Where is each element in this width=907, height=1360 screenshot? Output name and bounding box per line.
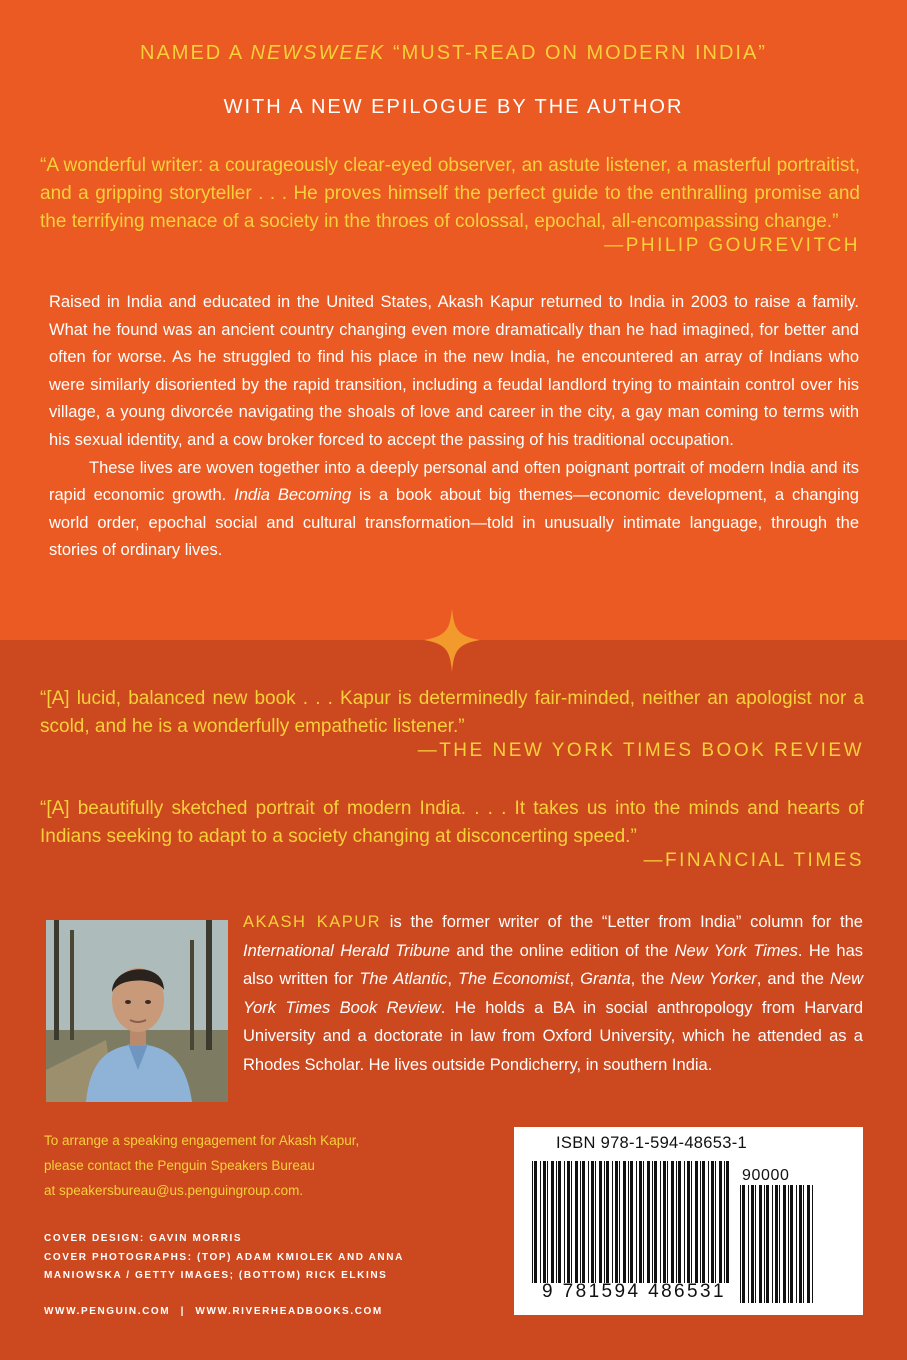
author-bio: AKASH KAPUR is the former writer of the “Letter from India” column for the International Herald Tribune and the online edition of the New York Times. He has also written for The Atlantic, The Economist, Granta, the New Yorker, and the New York Times Book Review. He holds a BA in social anthropology from Harvard University and a doctorate in law from Oxford University, which he attended as a Rhodes Scholar. He lives outside Pondicherry, in southern India. — [243, 913, 864, 1074]
barcode-bar — [599, 1161, 602, 1283]
barcode-bar — [775, 1185, 778, 1303]
description-paragraph-2: These lives are woven together into a deeply personal and often poignant portrait of modern India and its rapid economic growth. India Becoming is a book about big themes—economic development, a changing world order, epochal social and cultural transformation—told in unusually intimate language, through the stories of ordinary lives. — [49, 458, 859, 560]
barcode-bar — [660, 1161, 661, 1283]
barcode-bar — [588, 1161, 589, 1283]
barcode-bar — [790, 1185, 793, 1303]
separator: | — [180, 1306, 186, 1317]
barcode-bar — [615, 1161, 618, 1283]
barcode-bar — [700, 1161, 701, 1283]
penguin-link[interactable]: WWW.PENGUIN.COM — [44, 1306, 171, 1317]
barcode-bar — [628, 1161, 629, 1283]
quote-nyt: “[A] lucid, balanced new book . . . Kapur is determinedly fair-minded, neither an apologist nor a scold, and he is a wonderfully empathetic listener.” — [40, 688, 864, 737]
barcode-bar — [540, 1161, 541, 1283]
credit-line: MANIOWSKA / GETTY IMAGES; (BOTTOM) RICK ELKINS — [44, 1270, 388, 1281]
attribution-nyt: —THE NEW YORK TIMES BOOK REVIEW — [417, 740, 864, 761]
barcode-bar — [543, 1161, 546, 1283]
barcode-bar — [534, 1161, 537, 1283]
credit-line: COVER PHOTOGRAPHS: (TOP) ADAM KMIOLEK AND ANNA — [44, 1251, 404, 1263]
barcode-bar — [604, 1161, 605, 1283]
barcode-panel — [514, 1127, 863, 1315]
barcode-bar — [702, 1161, 705, 1283]
barcode-bar — [788, 1185, 789, 1303]
barcode-bar — [779, 1185, 780, 1303]
barcode-bar — [663, 1161, 666, 1283]
barcode-bar — [708, 1161, 709, 1283]
barcode-bar — [691, 1161, 692, 1283]
barcode-bar — [619, 1161, 620, 1283]
contact-email: at speakersbureau@us.penguingroup.com. — [44, 1183, 304, 1198]
barcode-bar — [684, 1161, 685, 1283]
contact-line: To arrange a speaking engagement for Akash Kapur, — [44, 1133, 360, 1148]
barcode-bar — [612, 1161, 613, 1283]
barcode-bar — [724, 1161, 725, 1283]
barcode-bar — [582, 1161, 585, 1283]
barcode-bar — [654, 1161, 657, 1283]
barcode-bar — [687, 1161, 690, 1283]
barcode-bar — [547, 1161, 548, 1283]
barcode-bar — [807, 1185, 810, 1303]
barcode-bar — [556, 1161, 557, 1283]
barcode-bar — [647, 1161, 650, 1283]
barcode-bar — [636, 1161, 637, 1283]
barcode-bar — [726, 1161, 729, 1283]
riverhead-link[interactable]: WWW.RIVERHEADBOOKS.COM — [195, 1306, 383, 1317]
barcode-bar — [671, 1161, 674, 1283]
author-photo — [46, 920, 228, 1102]
barcode-bar — [595, 1161, 596, 1283]
barcode-bar — [575, 1161, 578, 1283]
barcode-bar — [591, 1161, 594, 1283]
barcode-bar — [580, 1161, 581, 1283]
quote-gourevitch: “A wonderful writer: a courageously clear-eyed observer, an astute listener, a masterful portraitist, and a gripping storyteller . . . He proves himself the perfect guide to the enthralling promise and the terrifying menace of a society in the throes of colossal, epochal, all-encompassing change.” — [40, 155, 860, 232]
barcode-bar — [759, 1185, 762, 1303]
barcode-bar — [564, 1161, 565, 1283]
barcode-bar — [766, 1185, 769, 1303]
credit-line: COVER DESIGN: GAVIN MORRIS — [44, 1233, 243, 1244]
barcode-bar — [803, 1185, 804, 1303]
barcode-bar — [751, 1185, 754, 1303]
barcode-bar — [532, 1161, 533, 1283]
ean-digits: 9 781594 486531 — [542, 1281, 726, 1302]
cover-credits — [44, 1230, 474, 1286]
barcode-bar — [652, 1161, 653, 1283]
barcode-bar — [630, 1161, 633, 1283]
barcode-bar — [639, 1161, 642, 1283]
attribution-ft: —FINANCIAL TIMES — [643, 850, 864, 871]
barcode-bar — [755, 1185, 756, 1303]
barcode-bar — [606, 1161, 609, 1283]
barcode-bar — [748, 1185, 749, 1303]
barcode-bar — [783, 1185, 786, 1303]
barcode-bar — [796, 1185, 797, 1303]
barcode-bar — [715, 1161, 716, 1283]
barcode-bar — [764, 1185, 765, 1303]
contact-line: please contact the Penguin Speakers Bureau — [44, 1158, 315, 1173]
barcode-bar — [551, 1161, 554, 1283]
quote-ft: “[A] beautifully sketched portrait of modern India. . . . It takes us into the minds and hearts of Indians seeking to adapt to a society changing at disconcerting speed.” — [40, 798, 864, 847]
barcode-bar — [558, 1161, 561, 1283]
speaking-contact — [44, 1128, 484, 1203]
barcode-bar — [695, 1161, 698, 1283]
barcode-bar — [799, 1185, 802, 1303]
epilogue-headline: WITH A NEW EPILOGUE BY THE AUTHOR — [223, 96, 684, 118]
barcode-bar — [567, 1161, 570, 1283]
attribution-gourevitch: —PHILIP GOUREVITCH — [604, 235, 860, 256]
barcode-bar — [643, 1161, 644, 1283]
barcode-bar — [667, 1161, 668, 1283]
barcode-bar — [742, 1185, 745, 1303]
barcode-bar — [623, 1161, 626, 1283]
description-paragraph-1: Raised in India and educated in the United States, Akash Kapur returned to India in 2003 to raise a family. What he found was an ancient country changing even more dramatically than he had imagined, for better and often for worse. As he struggled to find his place in the new India, he encountered an array of Indians who were similarly disoriented by the rapid transition, including a feudal landlord trying to maintain control over his village, a young divorcée navigating the shoals of love and career in the city, a gay man coming to terms with his sexual identity, and a cow broker forced to accept the passing of his traditional occupation. — [49, 293, 859, 449]
isbn-label: ISBN 978-1-594-48653-1 — [556, 1134, 747, 1152]
barcode-bar — [740, 1185, 741, 1303]
barcode-bar — [812, 1185, 813, 1303]
barcode-bar — [571, 1161, 572, 1283]
newsweek-headline: NAMED A NEWSWEEK “MUST-READ ON MODERN INDIA” — [140, 42, 767, 64]
publisher-websites — [44, 1306, 383, 1317]
barcode-bar — [772, 1185, 773, 1303]
barcode-bar — [676, 1161, 677, 1283]
star-ornament-icon — [424, 608, 480, 672]
barcode-bar — [711, 1161, 714, 1283]
barcode-bar — [678, 1161, 681, 1283]
book-description — [49, 289, 859, 565]
barcode-bar — [719, 1161, 722, 1283]
addon-digits: 90000 — [742, 1167, 790, 1184]
